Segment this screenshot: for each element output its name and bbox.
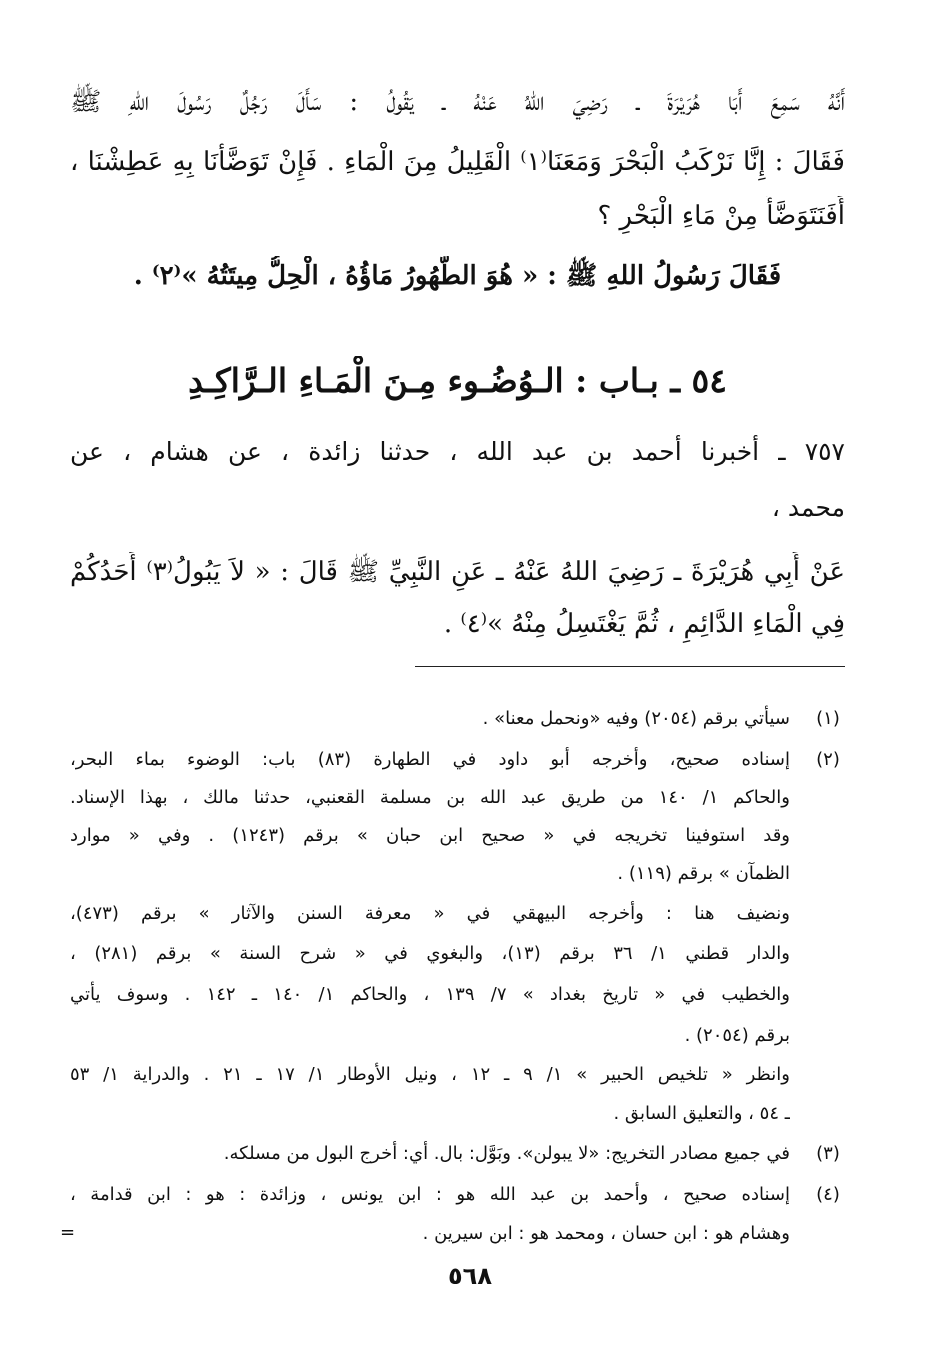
footnote-text: والدار قطني ١/ ٣٦ برقم (١٣)، والبغوي في « شرح السنة » برقم (٢٨١) ، [70,943,790,964]
footnote-text: وهشام هو : ابن حسان ، ومحمد هو : ابن سيرين . [422,1223,790,1244]
footnote-text: والخطيب في « تاريخ بغداد » ٧/ ١٣٩ ، والحاكم ١/ ١٤٠ ـ ١٤٢ . وسوف يأتي [70,984,790,1005]
hadith-matn-line: فِي الْمَاءِ الدَّائِمِ ، ثُمَّ يَغْتَسِلُ مِنْهُ »⁽٤⁾ . [443,609,845,639]
footnote-text: وانظر « تلخيص الحبير » ١/ ٩ ـ ١٢ ، ونيل الأوطار ١/ ١٧ ـ ٢١ . والدراية ١/ ٥٣ [70,1064,790,1085]
footnote-text: إسناده صحيح ، وأحمد بن عبد الله هو : ابن يونس ، وزائدة : هو : ابن قدامة ، [70,1184,790,1205]
footnote-separator [415,666,845,667]
hadith-isnad-line: ٧٥٧ ـ أخبرنا أحمد بن عبد الله ، حدثنا زائدة ، عن هشام ، عن [70,437,845,466]
hadith-isnad-line: محمد ، [771,493,845,522]
prophet-saying: فَقَالَ رَسُولُ اللهِ ﷺ : « هُوَ الطَّهُورُ مَاؤُهُ ، الْحِلُّ مِيتَتُهُ »⁽٢⁾ . [133,261,782,291]
footnote-number: (٤) [816,1184,840,1205]
footnote-text: ونضيف هنا : وأخرجه البيهقي في « معرفة السنن والآثار » برقم (٤٧٣)، [70,903,790,924]
footnote-text: برقم (٢٠٥٤) . [684,1025,790,1046]
footnote-number: (١) [816,708,840,729]
footnote-text: إسناده صحيح، وأخرجه أبو داود في الطهارة (٨٣) باب: الوضوء بماء البحر، [70,749,790,770]
footnote-text: وقد استوفينا تخريجه في « صحيح ابن حبان » برقم (١٢٤٣) . وفي « موارد [70,825,790,846]
footnote-text: سيأتي برقم (٢٠٥٤) وفيه «ونحمل معنا» . [482,708,790,729]
footnote-number: (٣) [816,1143,840,1164]
footnote-text: والحاكم ١/ ١٤٠ من طريق عبد الله بن مسلمة القعنبي، حدثنا مالك ، بهذا الإسناد. [70,787,790,808]
page [70,0,845,1371]
main-text-line: أَفَنَتَوَضَّأُ مِنْ مَاءِ الْبَحْرِ ؟ [597,201,845,231]
page-number: ٥٦٨ [448,1262,492,1290]
footnote-text: الظمآن » برقم (١١٩) . [617,863,790,884]
hadith-matn-line: عَنْ أَبِي هُرَيْرَةَ ـ رَضِيَ اللهُ عَنْهُ ـ عَنِ النَّبِيِّ ﷺ قَالَ : « لاَ يَبُولُ⁽٣⁾ أَحَدُكُمْ [70,557,845,587]
footnote-number: (٢) [816,749,840,770]
footnote-text: ـ ٥٤ ، والتعليق السابق . [613,1103,790,1124]
main-text-line: أَنَّهُ سَمِعَ أَبَا هُرَيْرَةَ ـ رَضِيَ اللهُ عَنْهُ ـ يَقُولُ : سَأَلَ رَجُلٌ رَسُولَ اللهِ ﷺ [70,87,845,117]
main-text-line: فَقَالَ : إِنَّا نَرْكَبُ الْبَحْرَ وَمَعَنَا⁽١⁾ الْقَلِيلُ مِنَ الْمَاءِ . فَإِنْ تَوَضَّأْنَا بِهِ عَطِشْنَا ، [70,147,845,177]
continuation-mark: = [60,1222,76,1243]
chapter-heading: ٥٤ ـ بـاب : الـوُضُـوء مِـنَ الْمَـاءِ الـرَّاكِـدِ [188,361,727,400]
footnote-text: في جميع مصادر التخريج: «لا يبولن». وبَوَّل: بال. أي: أخرج البول من مسلكه. [223,1143,790,1164]
